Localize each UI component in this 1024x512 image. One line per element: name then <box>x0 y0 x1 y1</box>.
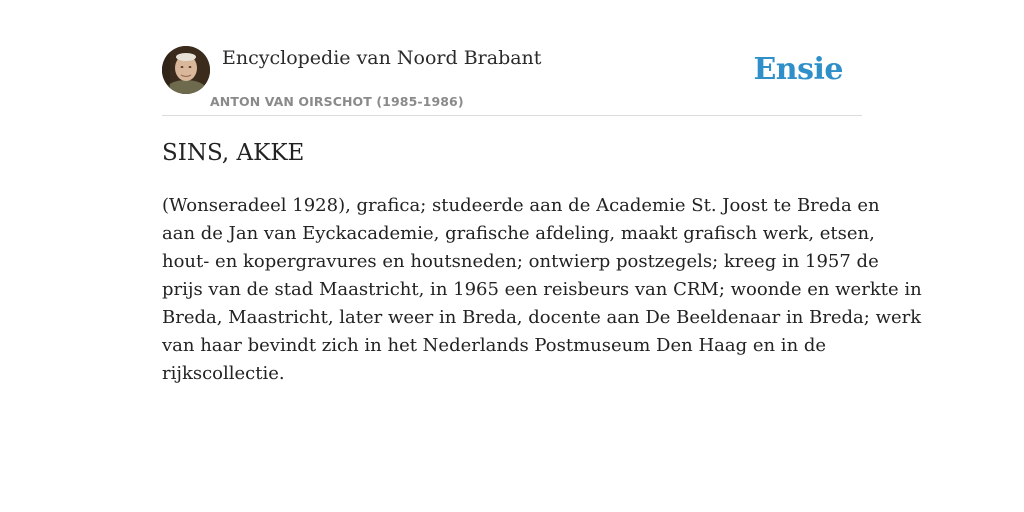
entry-body-line: rijkscollectie. <box>162 363 285 384</box>
author-portrait-icon <box>162 46 210 94</box>
ensie-logo[interactable]: Ensie <box>753 52 843 87</box>
entry-body-line: van haar bevindt zich in het Nederlands Postmuseum Den Haag en in de <box>162 335 827 356</box>
entry-title: SINS, AKKE <box>162 140 305 166</box>
author-avatar[interactable] <box>162 46 210 94</box>
entry-body-line: aan de Jan van Eyckacademie, grafische afdeling, maakt grafisch werk, etsen, <box>162 223 875 244</box>
entry-body-line: (Wonseradeel 1928), grafica; studeerde aan de Academie St. Joost te Breda en <box>162 195 880 216</box>
entry-body-line: Breda, Maastricht, later weer in Breda, docente aan De Beeldenaar in Breda; werk <box>162 307 922 328</box>
entry-body <box>162 192 922 388</box>
source-title[interactable]: Encyclopedie van Noord Brabant <box>222 47 542 69</box>
entry-body-line: hout- en kopergravures en houtsneden; ontwierp postzegels; kreeg in 1957 de <box>162 251 879 272</box>
author-name[interactable]: ANTON VAN OIRSCHOT (1985-1986) <box>210 94 464 109</box>
source-header <box>162 46 862 116</box>
entry-body-line: prijs van de stad Maastricht, in 1965 een reisbeurs van CRM; woonde en werkte in <box>162 279 922 300</box>
